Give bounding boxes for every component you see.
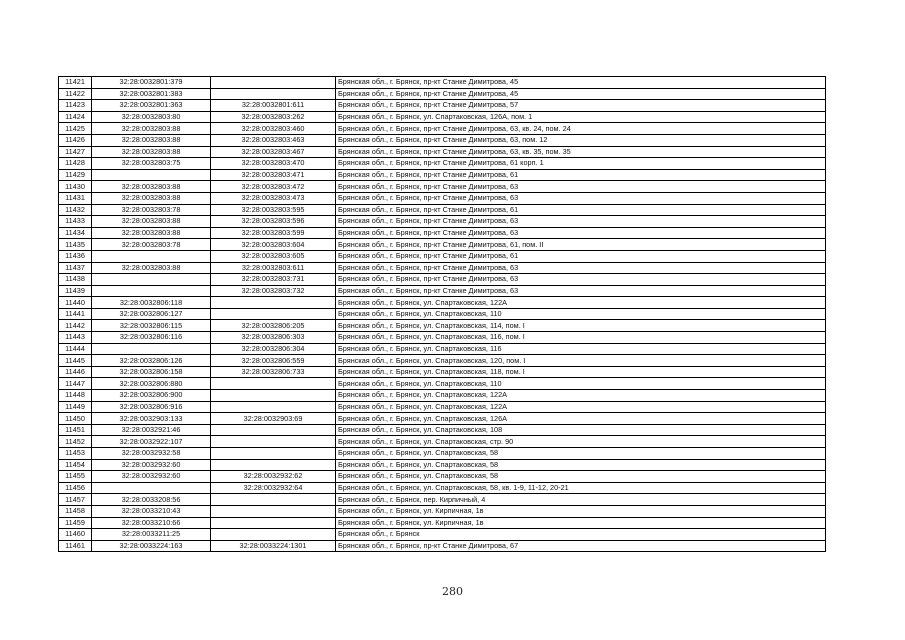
table-row	[59, 343, 826, 355]
land-cadastral-number-cell: 32:28:0032806:126	[92, 355, 211, 367]
address-cell: Брянская обл., г. Брянск, пр-кт Станке Димитрова, 67	[336, 540, 826, 552]
land-cadastral-number-cell: 32:28:0032806:115	[92, 320, 211, 332]
land-cadastral-number-cell	[92, 250, 211, 262]
land-cadastral-number-cell: 32:28:0033210:66	[92, 517, 211, 529]
table-row	[59, 274, 826, 286]
object-cadastral-number-cell: 32:28:0032803:731	[211, 274, 336, 286]
table-row	[59, 227, 826, 239]
object-cadastral-number-cell	[211, 529, 336, 541]
land-cadastral-number-cell: 32:28:0032803:88	[92, 134, 211, 146]
address-cell: Брянская обл., г. Брянск, ул. Спартаковская, 114, пом. I	[336, 320, 826, 332]
table-row	[59, 250, 826, 262]
record-number-cell: 11447	[59, 378, 92, 390]
address-cell: Брянская обл., г. Брянск, ул. Спартаковская, 110	[336, 378, 826, 390]
address-cell: Брянская обл., г. Брянск, ул. Спартаковская, стр. 90	[336, 436, 826, 448]
object-cadastral-number-cell: 32:28:0032803:611	[211, 262, 336, 274]
record-number-cell: 11427	[59, 146, 92, 158]
address-cell: Брянская обл., г. Брянск, пр-кт Станке Димитрова, 61	[336, 250, 826, 262]
address-cell: Брянская обл., г. Брянск, пр-кт Станке Димитрова, 63	[336, 274, 826, 286]
table-row	[59, 494, 826, 506]
table-row	[59, 505, 826, 517]
land-cadastral-number-cell: 32:28:0032806:158	[92, 366, 211, 378]
object-cadastral-number-cell: 32:28:0032803:460	[211, 123, 336, 135]
land-cadastral-number-cell: 32:28:0032803:88	[92, 181, 211, 193]
object-cadastral-number-cell: 32:28:0032801:611	[211, 100, 336, 112]
land-cadastral-number-cell: 32:28:0032922:107	[92, 436, 211, 448]
land-cadastral-number-cell: 32:28:0032803:78	[92, 239, 211, 251]
address-cell: Брянская обл., г. Брянск, пр-кт Станке Димитрова, 61, пом. II	[336, 239, 826, 251]
record-number-cell: 11441	[59, 308, 92, 320]
table-row	[59, 239, 826, 251]
land-cadastral-number-cell: 32:28:0032806:880	[92, 378, 211, 390]
object-cadastral-number-cell	[211, 494, 336, 506]
land-cadastral-number-cell: 32:28:0033210:43	[92, 505, 211, 517]
record-number-cell: 11446	[59, 366, 92, 378]
object-cadastral-number-cell	[211, 517, 336, 529]
address-cell: Брянская обл., г. Брянск, ул. Спартаковская, 110	[336, 308, 826, 320]
land-cadastral-number-cell: 32:28:0032921:46	[92, 424, 211, 436]
address-cell: Брянская обл., г. Брянск, ул. Спартаковская, 122А	[336, 297, 826, 309]
address-cell: Брянская обл., г. Брянск, ул. Спартаковская, 122А	[336, 390, 826, 402]
table-row	[59, 424, 826, 436]
object-cadastral-number-cell	[211, 308, 336, 320]
table-row	[59, 517, 826, 529]
object-cadastral-number-cell: 32:28:0032903:69	[211, 413, 336, 425]
land-cadastral-number-cell: 32:28:0032806:900	[92, 390, 211, 402]
record-number-cell: 11456	[59, 482, 92, 494]
table-row	[59, 204, 826, 216]
record-number-cell: 11438	[59, 274, 92, 286]
land-cadastral-number-cell: 32:28:0032803:88	[92, 146, 211, 158]
address-cell: Брянская обл., г. Брянск, пр-кт Станке Димитрова, 63, кв. 24, пом. 24	[336, 123, 826, 135]
land-cadastral-number-cell	[92, 169, 211, 181]
record-number-cell: 11428	[59, 158, 92, 170]
page-number: 280	[442, 585, 463, 598]
record-number-cell: 11448	[59, 390, 92, 402]
land-cadastral-number-cell: 32:28:0032803:88	[92, 123, 211, 135]
record-number-cell: 11442	[59, 320, 92, 332]
address-cell: Брянская обл., г. Брянск, пр-кт Станке Димитрова, 61	[336, 169, 826, 181]
table-row	[59, 540, 826, 552]
land-cadastral-number-cell: 32:28:0033224:163	[92, 540, 211, 552]
record-number-cell: 11437	[59, 262, 92, 274]
object-cadastral-number-cell: 32:28:0032932:62	[211, 471, 336, 483]
object-cadastral-number-cell	[211, 436, 336, 448]
record-number-cell: 11436	[59, 250, 92, 262]
property-register-table	[58, 76, 826, 552]
record-number-cell: 11458	[59, 505, 92, 517]
table-row	[59, 378, 826, 390]
record-number-cell: 11426	[59, 134, 92, 146]
address-cell: Брянская обл., г. Брянск, ул. Спартаковская, 116	[336, 343, 826, 355]
land-cadastral-number-cell: 32:28:0032806:127	[92, 308, 211, 320]
land-cadastral-number-cell: 32:28:0032801:379	[92, 77, 211, 89]
object-cadastral-number-cell: 32:28:0032803:604	[211, 239, 336, 251]
object-cadastral-number-cell: 32:28:0032806:304	[211, 343, 336, 355]
object-cadastral-number-cell: 32:28:0032803:471	[211, 169, 336, 181]
record-number-cell: 11461	[59, 540, 92, 552]
address-cell: Брянская обл., г. Брянск, ул. Спартаковская, 58	[336, 471, 826, 483]
table-row	[59, 401, 826, 413]
table-row	[59, 308, 826, 320]
address-cell: Брянская обл., г. Брянск, пр-кт Станке Димитрова, 63	[336, 285, 826, 297]
land-cadastral-number-cell: 32:28:0032803:88	[92, 192, 211, 204]
record-number-cell: 11455	[59, 471, 92, 483]
record-number-cell: 11454	[59, 459, 92, 471]
object-cadastral-number-cell	[211, 424, 336, 436]
record-number-cell: 11434	[59, 227, 92, 239]
table-row	[59, 390, 826, 402]
table-row	[59, 169, 826, 181]
table-row	[59, 436, 826, 448]
object-cadastral-number-cell: 32:28:0032932:64	[211, 482, 336, 494]
record-number-cell: 11444	[59, 343, 92, 355]
record-number-cell: 11460	[59, 529, 92, 541]
land-cadastral-number-cell: 32:28:0032903:133	[92, 413, 211, 425]
land-cadastral-number-cell: 32:28:0032932:60	[92, 471, 211, 483]
table-row	[59, 413, 826, 425]
object-cadastral-number-cell: 32:28:0032806:559	[211, 355, 336, 367]
record-number-cell: 11421	[59, 77, 92, 89]
address-cell: Брянская обл., г. Брянск, пр-кт Станке Димитрова, 63	[336, 262, 826, 274]
record-number-cell: 11430	[59, 181, 92, 193]
record-number-cell: 11453	[59, 448, 92, 460]
record-number-cell: 11457	[59, 494, 92, 506]
record-number-cell: 11425	[59, 123, 92, 135]
land-cadastral-number-cell: 32:28:0032932:60	[92, 459, 211, 471]
land-cadastral-number-cell: 32:28:0032801:363	[92, 100, 211, 112]
address-cell: Брянская обл., г. Брянск	[336, 529, 826, 541]
register-table-body	[59, 77, 826, 552]
address-cell: Брянская обл., г. Брянск, пр-кт Станке Димитрова, 63, кв. 35, пом. 35	[336, 146, 826, 158]
land-cadastral-number-cell: 32:28:0032803:78	[92, 204, 211, 216]
land-cadastral-number-cell: 32:28:0032803:88	[92, 227, 211, 239]
table-row	[59, 158, 826, 170]
address-cell: Брянская обл., г. Брянск, пр-кт Станке Димитрова, 63	[336, 216, 826, 228]
table-row	[59, 216, 826, 228]
land-cadastral-number-cell: 32:28:0032803:88	[92, 262, 211, 274]
table-row	[59, 482, 826, 494]
object-cadastral-number-cell: 32:28:0032803:732	[211, 285, 336, 297]
object-cadastral-number-cell: 32:28:0032806:303	[211, 332, 336, 344]
object-cadastral-number-cell: 32:28:0032803:596	[211, 216, 336, 228]
table-row	[59, 134, 826, 146]
table-row	[59, 529, 826, 541]
record-number-cell: 11439	[59, 285, 92, 297]
table-row	[59, 123, 826, 135]
record-number-cell: 11452	[59, 436, 92, 448]
record-number-cell: 11431	[59, 192, 92, 204]
address-cell: Брянская обл., г. Брянск, ул. Спартаковская, 58	[336, 448, 826, 460]
table-row	[59, 262, 826, 274]
object-cadastral-number-cell: 32:28:0032803:262	[211, 111, 336, 123]
address-cell: Брянская обл., г. Брянск, ул. Спартаковская, 108	[336, 424, 826, 436]
land-cadastral-number-cell: 32:28:0032803:88	[92, 216, 211, 228]
record-number-cell: 11445	[59, 355, 92, 367]
address-cell: Брянская обл., г. Брянск, пр-кт Станке Димитрова, 63, пом. 12	[336, 134, 826, 146]
land-cadastral-number-cell	[92, 274, 211, 286]
object-cadastral-number-cell: 32:28:0032803:463	[211, 134, 336, 146]
address-cell: Брянская обл., г. Брянск, ул. Кирпичная, 1в	[336, 517, 826, 529]
land-cadastral-number-cell	[92, 343, 211, 355]
object-cadastral-number-cell	[211, 390, 336, 402]
object-cadastral-number-cell: 32:28:0032803:605	[211, 250, 336, 262]
object-cadastral-number-cell	[211, 505, 336, 517]
table-row	[59, 181, 826, 193]
land-cadastral-number-cell: 32:28:0032803:80	[92, 111, 211, 123]
address-cell: Брянская обл., г. Брянск, ул. Спартаковская, 126А, пом. 1	[336, 111, 826, 123]
address-cell: Брянская обл., г. Брянск, ул. Спартаковская, 120, пом. I	[336, 355, 826, 367]
table-row	[59, 100, 826, 112]
address-cell: Брянская обл., г. Брянск, пер. Кирпичный, 4	[336, 494, 826, 506]
object-cadastral-number-cell: 32:28:0033224:1301	[211, 540, 336, 552]
table-row	[59, 285, 826, 297]
object-cadastral-number-cell	[211, 378, 336, 390]
record-number-cell: 11422	[59, 88, 92, 100]
land-cadastral-number-cell	[92, 285, 211, 297]
object-cadastral-number-cell	[211, 88, 336, 100]
record-number-cell: 11424	[59, 111, 92, 123]
land-cadastral-number-cell: 32:28:0033211:25	[92, 529, 211, 541]
record-number-cell: 11432	[59, 204, 92, 216]
object-cadastral-number-cell: 32:28:0032803:595	[211, 204, 336, 216]
address-cell: Брянская обл., г. Брянск, ул. Спартаковская, 118, пом. I	[336, 366, 826, 378]
address-cell: Брянская обл., г. Брянск, пр-кт Станке Димитрова, 57	[336, 100, 826, 112]
object-cadastral-number-cell	[211, 297, 336, 309]
object-cadastral-number-cell: 32:28:0032806:205	[211, 320, 336, 332]
address-cell: Брянская обл., г. Брянск, пр-кт Станке Димитрова, 45	[336, 88, 826, 100]
record-number-cell: 11451	[59, 424, 92, 436]
record-number-cell: 11433	[59, 216, 92, 228]
object-cadastral-number-cell: 32:28:0032803:467	[211, 146, 336, 158]
address-cell: Брянская обл., г. Брянск, пр-кт Станке Димитрова, 63	[336, 181, 826, 193]
object-cadastral-number-cell	[211, 448, 336, 460]
land-cadastral-number-cell: 32:28:0033208:56	[92, 494, 211, 506]
table-row	[59, 297, 826, 309]
table-row	[59, 77, 826, 89]
address-cell: Брянская обл., г. Брянск, ул. Спартаковская, 58, кв. 1-9, 11-12, 20-21	[336, 482, 826, 494]
record-number-cell: 11435	[59, 239, 92, 251]
land-cadastral-number-cell: 32:28:0032806:916	[92, 401, 211, 413]
address-cell: Брянская обл., г. Брянск, ул. Кирпичная, 1в	[336, 505, 826, 517]
table-row	[59, 111, 826, 123]
table-row	[59, 88, 826, 100]
object-cadastral-number-cell: 32:28:0032803:470	[211, 158, 336, 170]
address-cell: Брянская обл., г. Брянск, ул. Спартаковская, 122А	[336, 401, 826, 413]
record-number-cell: 11449	[59, 401, 92, 413]
land-cadastral-number-cell	[92, 482, 211, 494]
table-row	[59, 192, 826, 204]
record-number-cell: 11429	[59, 169, 92, 181]
table-row	[59, 459, 826, 471]
land-cadastral-number-cell: 32:28:0032803:75	[92, 158, 211, 170]
address-cell: Брянская обл., г. Брянск, ул. Спартаковская, 58	[336, 459, 826, 471]
object-cadastral-number-cell: 32:28:0032803:473	[211, 192, 336, 204]
land-cadastral-number-cell: 32:28:0032801:383	[92, 88, 211, 100]
object-cadastral-number-cell: 32:28:0032803:599	[211, 227, 336, 239]
table-row	[59, 355, 826, 367]
record-number-cell: 11443	[59, 332, 92, 344]
table-row	[59, 448, 826, 460]
table-row	[59, 471, 826, 483]
address-cell: Брянская обл., г. Брянск, пр-кт Станке Димитрова, 63	[336, 227, 826, 239]
record-number-cell: 11440	[59, 297, 92, 309]
object-cadastral-number-cell: 32:28:0032803:472	[211, 181, 336, 193]
address-cell: Брянская обл., г. Брянск, пр-кт Станке Димитрова, 61 корп. 1	[336, 158, 826, 170]
land-cadastral-number-cell: 32:28:0032932:58	[92, 448, 211, 460]
object-cadastral-number-cell	[211, 77, 336, 89]
table-row	[59, 320, 826, 332]
record-number-cell: 11423	[59, 100, 92, 112]
object-cadastral-number-cell: 32:28:0032806:733	[211, 366, 336, 378]
record-number-cell: 11459	[59, 517, 92, 529]
land-cadastral-number-cell: 32:28:0032806:118	[92, 297, 211, 309]
table-row	[59, 366, 826, 378]
address-cell: Брянская обл., г. Брянск, пр-кт Станке Димитрова, 63	[336, 192, 826, 204]
land-cadastral-number-cell: 32:28:0032806:116	[92, 332, 211, 344]
object-cadastral-number-cell	[211, 459, 336, 471]
address-cell: Брянская обл., г. Брянск, ул. Спартаковская, 126А	[336, 413, 826, 425]
address-cell: Брянская обл., г. Брянск, пр-кт Станке Димитрова, 61	[336, 204, 826, 216]
address-cell: Брянская обл., г. Брянск, ул. Спартаковская, 116, пом. I	[336, 332, 826, 344]
table-row	[59, 146, 826, 158]
object-cadastral-number-cell	[211, 401, 336, 413]
address-cell: Брянская обл., г. Брянск, пр-кт Станке Димитрова, 45	[336, 77, 826, 89]
table-row	[59, 332, 826, 344]
record-number-cell: 11450	[59, 413, 92, 425]
